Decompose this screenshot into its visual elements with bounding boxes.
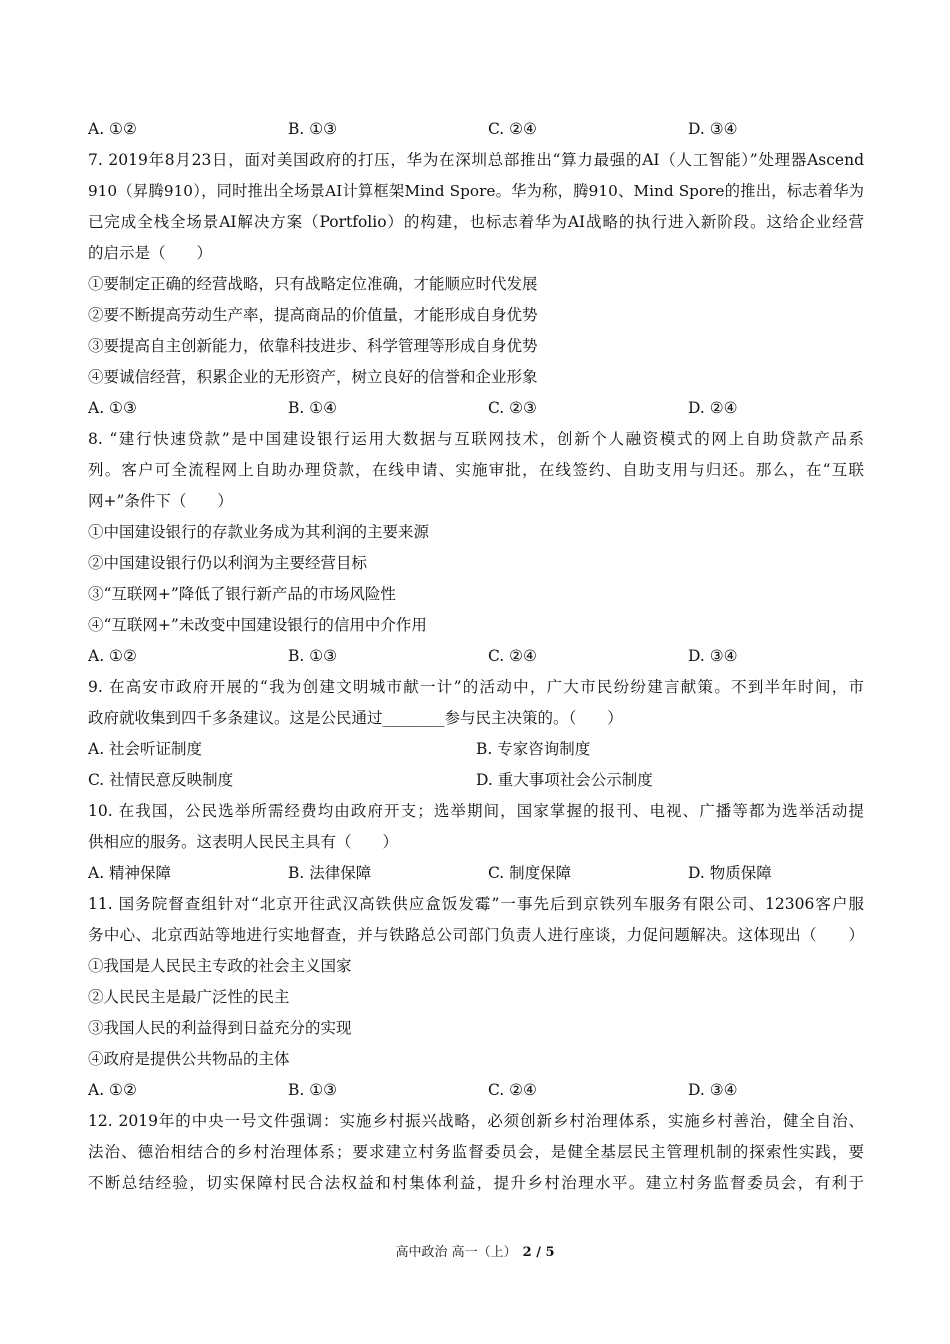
option-c: C. ②④ bbox=[488, 120, 537, 138]
statement-item: ②要不断提高劳动生产率，提高商品的价值量，才能形成自身优势 bbox=[88, 306, 538, 324]
option-d: D. ③④ bbox=[688, 120, 738, 138]
statement-item: ①中国建设银行的存款业务成为其利润的主要来源 bbox=[88, 523, 430, 541]
question-stem-line: 列。客户可全流程网上自助办理贷款，在线申请、实施审批，在线签约、自助支用与归还。那么，在“互联 bbox=[88, 461, 864, 479]
question-8 bbox=[88, 424, 864, 672]
statement-item: ④“互联网+”未改变中国建设银行的信用中介作用 bbox=[88, 616, 427, 634]
question-stem-line: 910（昇腾910），同时推出全场景AI计算框架Mind Spore。华为称，腾910、Mind Spore的推出，标志着华为 bbox=[88, 182, 864, 200]
question-stem-line: 10. 在我国，公民选举所需经费均由政府开支；选举期间，国家掌握的报刊、电视、广播等都为选举活动提 bbox=[88, 802, 864, 820]
statement-item: ③要提高自主创新能力，依靠科技进步、科学管理等形成自身优势 bbox=[88, 337, 538, 355]
question-stem-line: 8. “建行快速贷款”是中国建设银行运用大数据与互联网技术，创新个人融资模式的网上自助贷款产品系 bbox=[88, 430, 864, 448]
answer-options bbox=[88, 393, 864, 424]
question-stem-line: 12. 2019年的中央一号文件强调：实施乡村振兴战略，必须创新乡村治理体系，实施乡村善治，健全自治、 bbox=[88, 1112, 864, 1130]
page-number: 2 / 5 bbox=[522, 1245, 555, 1260]
statement-item: ③我国人民的利益得到日益充分的实现 bbox=[88, 1019, 352, 1037]
answer-options bbox=[88, 641, 864, 672]
question-10 bbox=[88, 796, 864, 889]
option-d: D. ③④ bbox=[688, 647, 738, 665]
option-b: B. ①③ bbox=[288, 647, 338, 665]
statement-item: ②中国建设银行仍以利润为主要经营目标 bbox=[88, 554, 368, 572]
answer-options bbox=[88, 1075, 864, 1106]
question-stem-line: 政府就收集到四千多条建议。这是公民通过________参与民主决策的。（ ） bbox=[88, 709, 623, 727]
question-stem-line: 网+”条件下（ ） bbox=[88, 492, 233, 510]
page-footer bbox=[0, 1243, 950, 1263]
question-stem-line: 已完成全栈全场景AI解决方案（Portfolio）的构建，也标志着华为AI战略的执行进入新阶段。这给企业经营 bbox=[88, 213, 864, 231]
question-stem-line: 法治、德治相结合的乡村治理体系；要求建立村务监督委员会，是健全基层民主管理机制的探索性实践，要 bbox=[88, 1143, 864, 1161]
answer-options-row-2 bbox=[88, 765, 864, 796]
option-d: D. 重大事项社会公示制度 bbox=[476, 771, 653, 789]
question-11 bbox=[88, 889, 864, 1106]
question-stem-line: 11. 国务院督查组针对“北京开往武汉高铁供应盒饭发霉”一事先后到京铁列车服务有限公司、12306客户服 bbox=[88, 895, 864, 913]
statement-item: ③“互联网+”降低了银行新产品的市场风险性 bbox=[88, 585, 396, 603]
statement-item: ④要诚信经营，积累企业的无形资产，树立良好的信誉和企业形象 bbox=[88, 368, 538, 386]
option-c: C. ②④ bbox=[488, 647, 537, 665]
option-c: C. ②④ bbox=[488, 1081, 537, 1099]
statement-item: ④政府是提供公共物品的主体 bbox=[88, 1050, 290, 1068]
answer-options bbox=[88, 858, 864, 889]
statement-item: ①要制定正确的经营战略，只有战略定位准确，才能顺应时代发展 bbox=[88, 275, 538, 293]
option-a: A. ①② bbox=[88, 647, 137, 665]
question-stem-line: 务中心、北京西站等地进行实地督查，并与铁路总公司部门负责人进行座谈，力促问题解决。这体现出（ ） bbox=[88, 926, 864, 944]
question-stem-line: 9. 在高安市政府开展的“我为创建文明城市献一计”的活动中，广大市民纷纷建言献策。不到半年时间，市 bbox=[88, 678, 864, 696]
option-b: B. 法律保障 bbox=[288, 864, 372, 882]
footer-subject: 高中政治 高一（上） bbox=[395, 1245, 517, 1260]
prev-question-options bbox=[88, 114, 864, 145]
option-a: A. 精神保障 bbox=[88, 864, 172, 882]
option-d: D. 物质保障 bbox=[688, 864, 772, 882]
option-a: A. ①③ bbox=[88, 399, 137, 417]
question-stem-line: 的启示是（ ） bbox=[88, 244, 213, 262]
statement-item: ②人民民主是最广泛性的民主 bbox=[88, 988, 290, 1006]
option-a: A. ①② bbox=[88, 1081, 137, 1099]
question-content bbox=[88, 114, 864, 1199]
statement-item: ①我国是人民民主专政的社会主义国家 bbox=[88, 957, 352, 975]
question-stem-line: 7. 2019年8月23日，面对美国政府的打压，华为在深圳总部推出“算力最强的AI（人工智能）”处理器Ascend bbox=[88, 151, 864, 169]
option-a: A. ①② bbox=[88, 120, 137, 138]
option-d: D. ②④ bbox=[688, 399, 738, 417]
option-b: B. ①④ bbox=[288, 399, 338, 417]
question-stem-line: 不断总结经验，切实保障村民合法权益和村集体利益，提升乡村治理水平。建立村务监督委员会，有利于 bbox=[88, 1174, 864, 1192]
question-stem-line: 供相应的服务。这表明人民民主具有（ ） bbox=[88, 833, 399, 851]
answer-options-row-1 bbox=[88, 734, 864, 765]
option-b: B. 专家咨询制度 bbox=[476, 740, 591, 758]
option-d: D. ③④ bbox=[688, 1081, 738, 1099]
option-c: C. ②③ bbox=[488, 399, 537, 417]
option-a: A. 社会听证制度 bbox=[88, 740, 203, 758]
question-12 bbox=[88, 1106, 864, 1199]
option-b: B. ①③ bbox=[288, 120, 338, 138]
option-c: C. 制度保障 bbox=[488, 864, 572, 882]
option-b: B. ①③ bbox=[288, 1081, 338, 1099]
question-7 bbox=[88, 145, 864, 424]
option-c: C. 社情民意反映制度 bbox=[88, 771, 234, 789]
question-9 bbox=[88, 672, 864, 796]
